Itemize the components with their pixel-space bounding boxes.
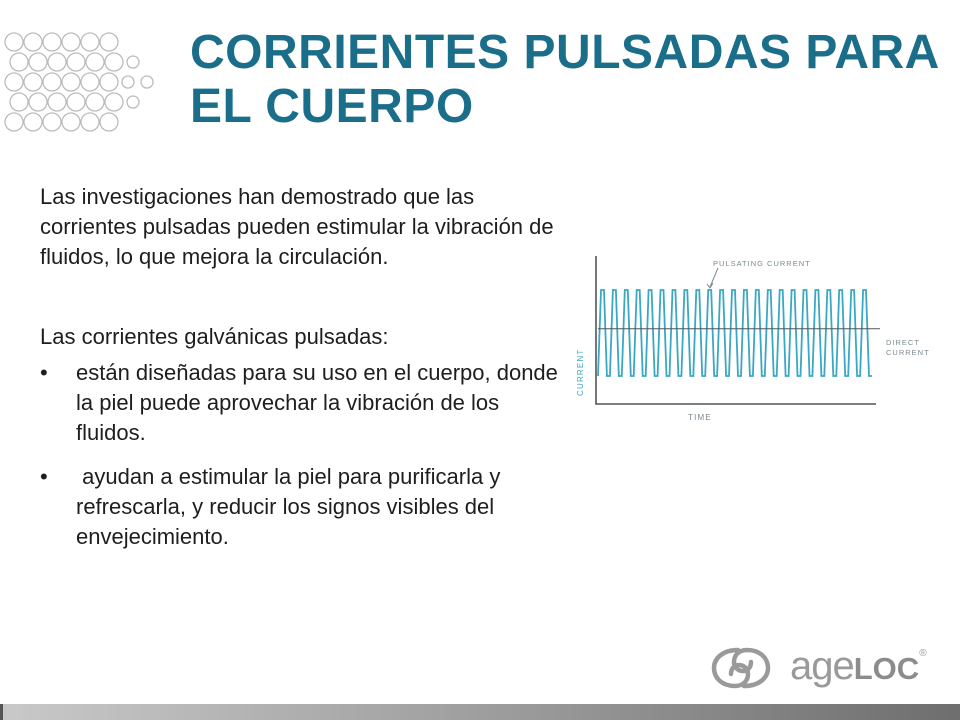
decorative-ring	[127, 96, 139, 108]
decorative-ring	[62, 113, 80, 131]
decorative-ring	[100, 33, 118, 51]
brand-wordmark-age: age	[790, 644, 854, 688]
decorative-ring	[48, 53, 66, 71]
bullet-marker: •	[40, 360, 48, 385]
decorative-ring	[81, 33, 99, 51]
bullet-item	[40, 462, 560, 552]
decorative-ring	[86, 53, 104, 71]
double-loop-icon-right	[734, 650, 768, 686]
direct-current-label-line1: DIRECT	[886, 338, 920, 347]
registered-mark: ®	[919, 648, 926, 659]
double-loop-icon	[714, 650, 748, 686]
decorative-ring	[86, 93, 104, 111]
decorative-ring	[105, 53, 123, 71]
pulsating-current-label: PULSATING CURRENT	[713, 259, 811, 268]
decorative-ring	[5, 113, 23, 131]
bullet-text: están diseñadas para su uso en el cuerpo, donde la piel puede aprovechar la vibración de los fluidos.	[76, 360, 558, 445]
intro-paragraph: Las investigaciones han demostrado que las corrientes pulsadas pueden estimular la vibración de fluidos, lo que mejora la circulación.	[40, 184, 554, 269]
decorative-ring	[29, 93, 47, 111]
decorative-ring	[81, 113, 99, 131]
direct-current-label-line2: CURRENT	[886, 348, 930, 357]
decorative-ring	[5, 33, 23, 51]
decorative-ring	[105, 93, 123, 111]
pulsating-current-wave	[598, 290, 872, 376]
body-text	[40, 182, 560, 566]
pulsating-current-chart	[570, 248, 940, 433]
decorative-ring	[48, 93, 66, 111]
decorative-ring	[67, 93, 85, 111]
slide-title: CORRIENTES PULSADAS PARA EL CUERPO	[190, 26, 939, 133]
decorative-circles	[0, 28, 170, 138]
decorative-ring	[29, 53, 47, 71]
decorative-ring	[100, 73, 118, 91]
bullet-marker: •	[40, 464, 48, 489]
decorative-ring	[24, 73, 42, 91]
decorative-ring	[62, 73, 80, 91]
annotation-arrowhead	[707, 283, 713, 288]
decorative-ring	[24, 33, 42, 51]
brand-wordmark	[790, 643, 926, 692]
brand-wordmark-loc: LOC	[853, 651, 920, 686]
subheading: Las corrientes galvánicas pulsadas:	[40, 324, 389, 349]
decorative-ring	[43, 113, 61, 131]
bullet-item	[40, 358, 560, 448]
bullet-list	[40, 358, 560, 552]
decorative-ring	[141, 76, 153, 88]
decorative-ring	[10, 53, 28, 71]
annotation-arrow	[710, 268, 718, 287]
y-axis-label: CURRENT	[576, 348, 585, 396]
decorative-ring	[67, 53, 85, 71]
decorative-ring	[24, 113, 42, 131]
decorative-ring	[43, 33, 61, 51]
decorative-ring	[122, 76, 134, 88]
decorative-ring	[10, 93, 28, 111]
x-axis-label: TIME	[688, 413, 712, 422]
bullet-text: ayudan a estimular la piel para purificarla y refrescarla, y reducir los signos visibles del envejecimiento.	[76, 464, 507, 549]
decorative-ring	[43, 73, 61, 91]
decorative-ring	[100, 113, 118, 131]
decorative-ring	[5, 73, 23, 91]
decorative-ring	[62, 33, 80, 51]
footer-notch	[0, 704, 3, 720]
footer-bar	[0, 704, 960, 720]
decorative-ring	[81, 73, 99, 91]
decorative-ring	[127, 56, 139, 68]
